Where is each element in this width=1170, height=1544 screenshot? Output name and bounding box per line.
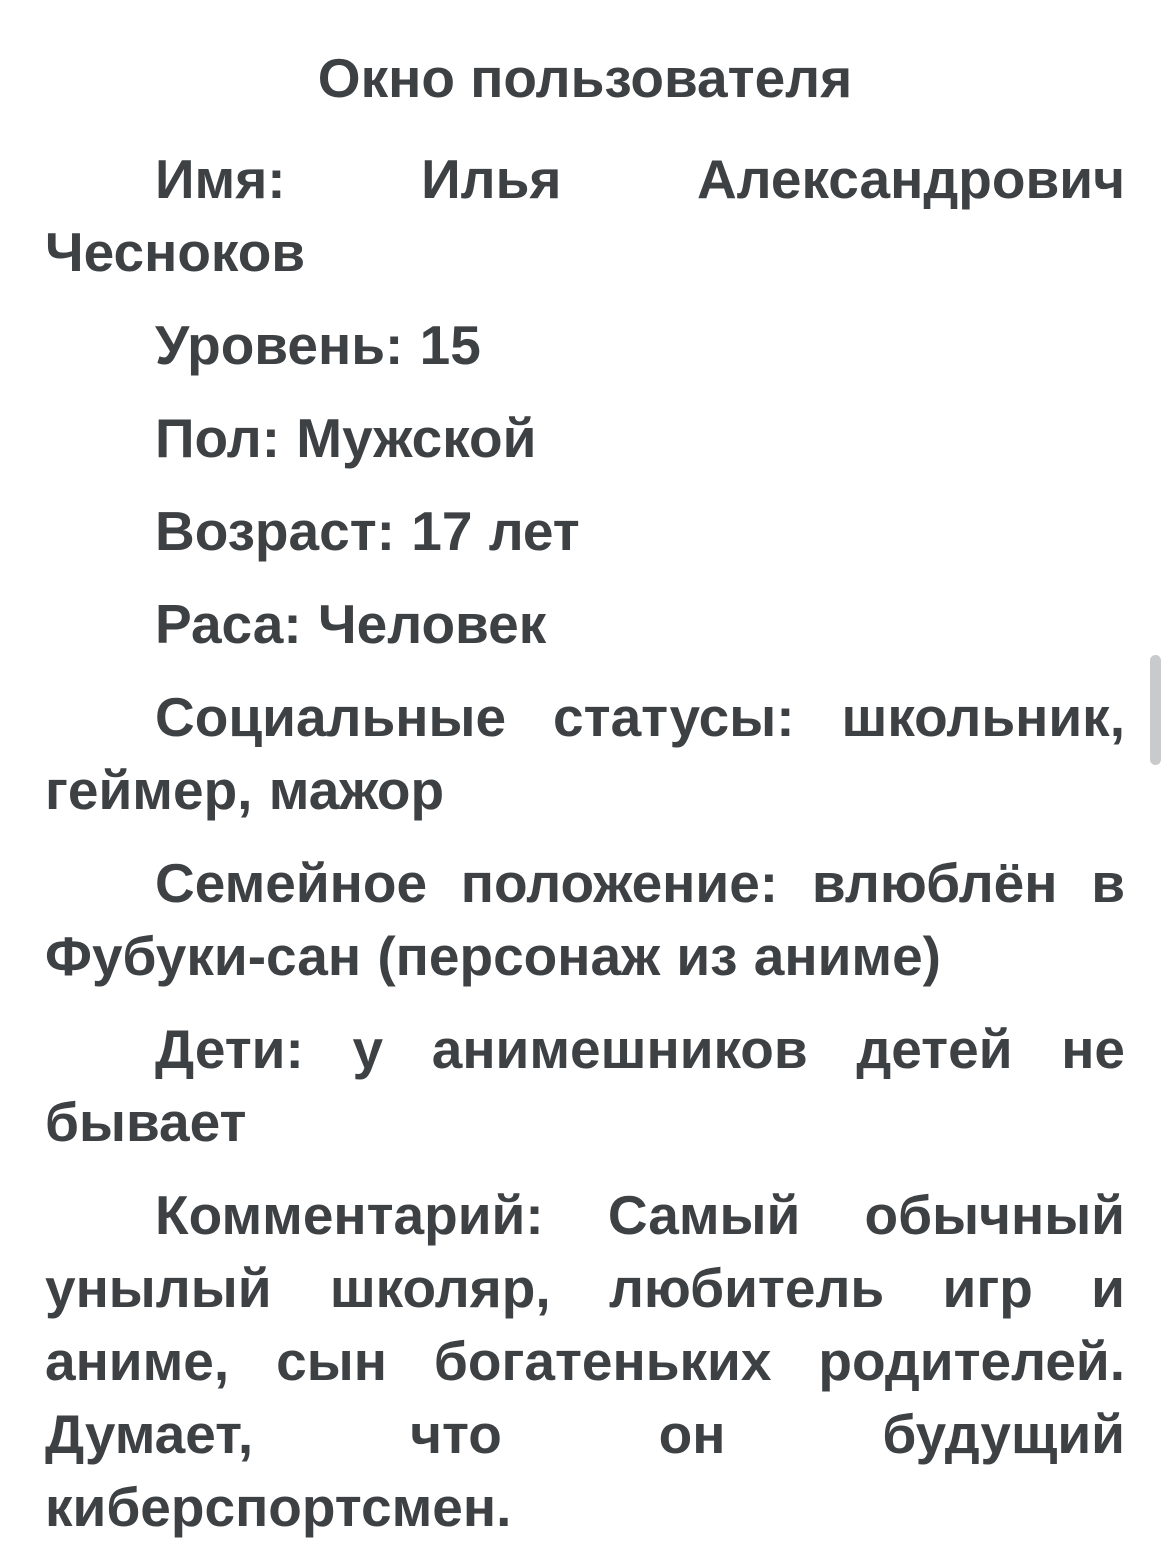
paragraph: Уровень: 15 [155,314,481,376]
paragraph: Комментарий: Самый обычный унылый школяр, любитель игр и аниме, сын богатеньких родителей. Думает, что он будущий киберспортсмен. [45,1184,1125,1538]
paragraph: Семейное положение: влюблён в Фубуки-сан (персонаж из аниме) [45,852,1125,987]
paragraph: Пол: Мужской [155,407,537,469]
scrollbar-track [1141,0,1170,1444]
page-body [45,143,1125,1544]
scrollbar-thumb[interactable] [1150,655,1161,765]
paragraph: Дети: у анимешников детей не бывает [45,1018,1125,1153]
page-title: Окно пользователя [317,47,853,109]
paragraph: Раса: Человек [155,593,547,655]
paragraph: Возраст: 17 лет [155,500,580,562]
paragraph: Социальные статусы: школьник, геймер, мажор [45,686,1125,821]
paragraph: Имя: Илья Александрович Чесноков [45,148,1125,283]
